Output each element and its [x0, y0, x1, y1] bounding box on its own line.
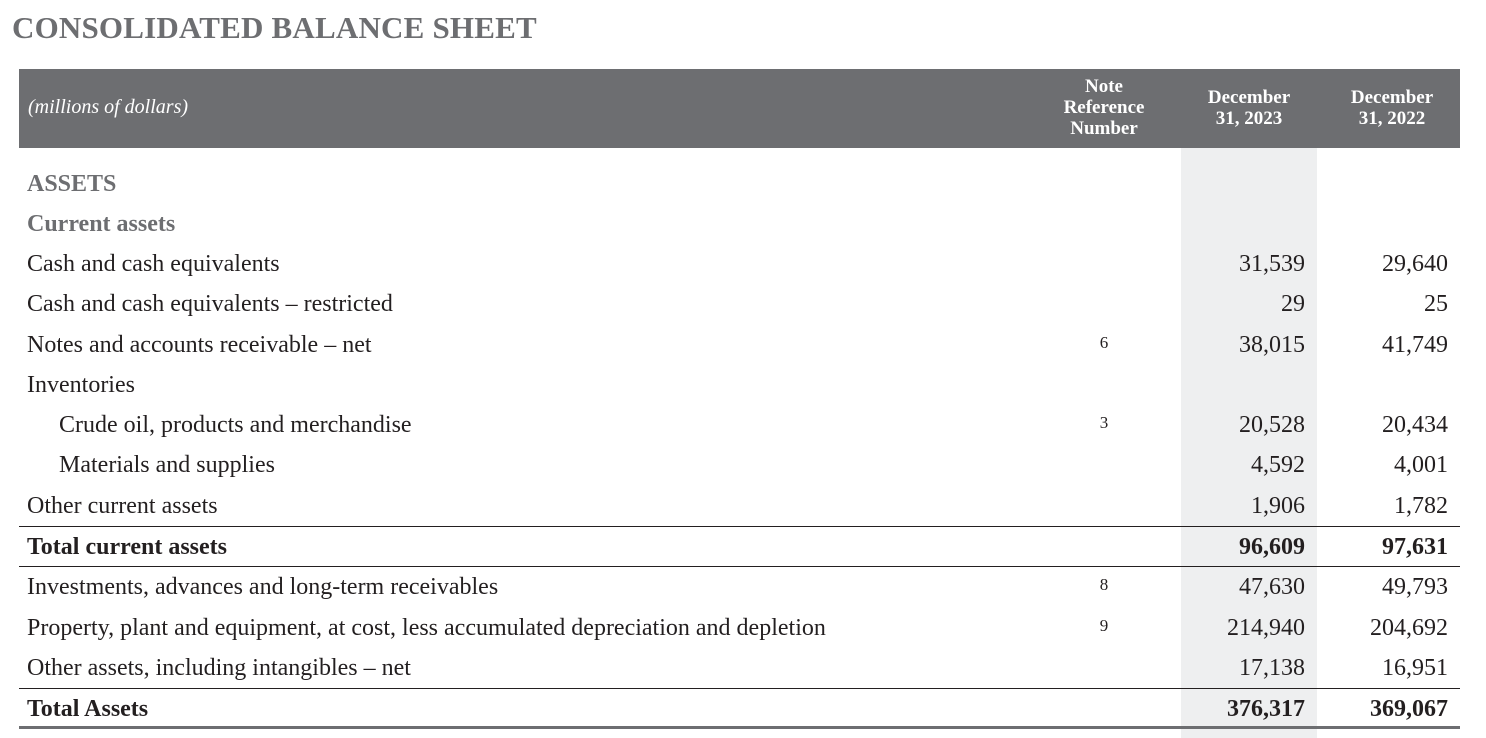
- table-header: [19, 69, 1460, 148]
- value-2023: 20,528: [1239, 412, 1305, 438]
- value-2023: 47,630: [1239, 574, 1305, 600]
- row-label: Crude oil, products and merchandise: [59, 412, 412, 438]
- table-row: [19, 365, 1460, 405]
- row-label: ASSETS: [27, 171, 117, 197]
- dec-2023-header-line: December: [1207, 87, 1291, 108]
- row-label: Investments, advances and long-term receivables: [27, 574, 499, 600]
- note-header-line: Number: [1070, 118, 1138, 139]
- value-2023: 4,592: [1251, 452, 1305, 478]
- value-2023: 17,138: [1239, 655, 1305, 681]
- note-reference-header: [1044, 76, 1164, 139]
- table-row: [19, 445, 1460, 485]
- row-label: Total current assets: [27, 534, 227, 560]
- value-2022: 369,067: [1370, 696, 1448, 722]
- note-header-line: Reference: [1063, 97, 1145, 118]
- row-note: 9: [1099, 616, 1109, 635]
- table-row: [19, 608, 1460, 648]
- row-label: Inventories: [27, 372, 135, 398]
- row-label: Cash and cash equivalents – restricted: [27, 291, 393, 317]
- note-header-line: Note: [1085, 76, 1123, 97]
- dec-2023-header: [1181, 87, 1317, 129]
- value-2023: 214,940: [1227, 615, 1305, 641]
- dec-2022-header-line: December: [1350, 87, 1434, 108]
- table-row: [19, 405, 1460, 445]
- value-2022: 25: [1424, 291, 1448, 317]
- dec-2022-header-line: 31, 2022: [1358, 108, 1426, 129]
- table-row: [19, 567, 1460, 607]
- row-label: Other assets, including intangibles – net: [27, 655, 411, 681]
- table-row: [19, 486, 1460, 526]
- value-2023: 38,015: [1239, 332, 1305, 358]
- value-2023: 29: [1281, 291, 1305, 317]
- row-label: Cash and cash equivalents: [27, 251, 280, 277]
- value-2022: 4,001: [1394, 452, 1448, 478]
- row-label: Notes and accounts receivable – net: [27, 332, 372, 358]
- row-label: Other current assets: [27, 493, 218, 519]
- table-row: [19, 648, 1460, 688]
- value-2023: 31,539: [1239, 251, 1305, 277]
- value-2022: 49,793: [1382, 574, 1448, 600]
- table-row-total-current-assets: [19, 527, 1460, 567]
- value-2023: 96,609: [1239, 534, 1305, 560]
- row-label: Materials and supplies: [59, 452, 275, 478]
- value-2022: 1,782: [1394, 493, 1448, 519]
- value-2023: 376,317: [1227, 696, 1305, 722]
- units-label: (millions of dollars): [28, 96, 189, 118]
- page-title: CONSOLIDATED BALANCE SHEET: [12, 10, 537, 45]
- row-note: 6: [1099, 333, 1109, 352]
- row-label: Total Assets: [27, 696, 149, 722]
- table-row: [19, 325, 1460, 365]
- value-2022: 97,631: [1382, 534, 1448, 560]
- table-row-total-assets: [19, 689, 1460, 729]
- dec-2022-header: [1325, 87, 1459, 129]
- value-2022: 204,692: [1370, 615, 1448, 641]
- double-underline-rule: [19, 726, 1460, 729]
- row-note: 8: [1099, 575, 1109, 594]
- table-row-assets-heading: [19, 164, 1460, 204]
- dec-2023-header-line: 31, 2023: [1215, 108, 1283, 129]
- value-2023: 1,906: [1251, 493, 1305, 519]
- value-2022: 16,951: [1382, 655, 1448, 681]
- row-label: Current assets: [27, 211, 176, 237]
- table-row-current-assets-heading: [19, 204, 1460, 244]
- table-row: [19, 284, 1460, 324]
- value-2022: 41,749: [1382, 332, 1448, 358]
- table-row: [19, 244, 1460, 284]
- value-2022: 20,434: [1382, 412, 1448, 438]
- row-note: 3: [1099, 413, 1109, 432]
- value-2022: 29,640: [1382, 251, 1448, 277]
- row-label: Property, plant and equipment, at cost, less accumulated depreciation and depletion: [27, 615, 826, 641]
